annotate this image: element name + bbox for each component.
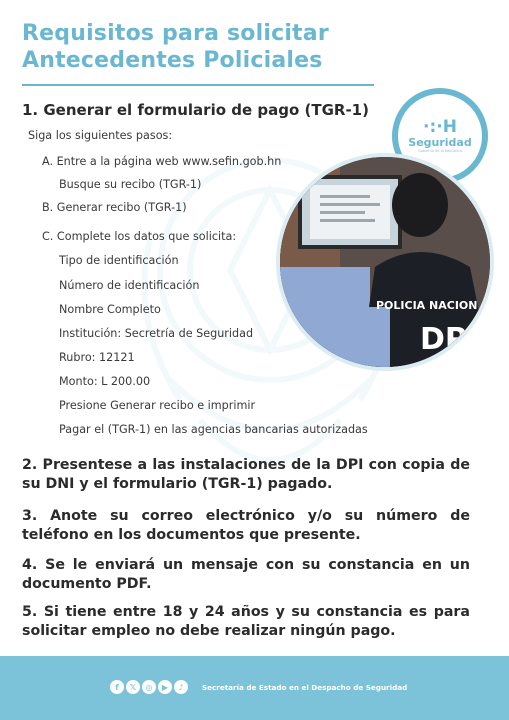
- field-item: Tipo de identificación: [59, 254, 179, 267]
- facebook-icon[interactable]: f: [110, 680, 124, 694]
- youtube-icon[interactable]: ▶: [158, 680, 172, 694]
- field-item: Presione Generar recibo e imprimir: [59, 399, 256, 412]
- tiktok-icon[interactable]: ♪: [174, 680, 188, 694]
- step-3: 3. Anote su correo electrónico y/o su número de teléfono en los documentos que presente.: [22, 508, 470, 543]
- step-1-heading: 1. Generar el formulario de pago (TGR-1): [22, 101, 369, 119]
- officer-photo: [276, 153, 494, 371]
- title-divider: [22, 84, 374, 86]
- vest-text-1: POLICIA NACION: [376, 299, 478, 312]
- title-line-2: Antecedentes Policiales: [22, 48, 323, 73]
- field-item: Número de identificación: [59, 279, 200, 292]
- step-1a: A. Entre a la página web www.sefin.gob.hn: [42, 155, 282, 168]
- officer-illustration: [280, 157, 490, 367]
- field-item: Monto: L 200.00: [59, 375, 151, 388]
- x-icon[interactable]: 𝕏: [126, 680, 140, 694]
- vest-text-2: DP: [420, 322, 467, 357]
- logo-name: Seguridad: [408, 136, 472, 149]
- page-title: [22, 20, 329, 74]
- instagram-icon[interactable]: ◎: [142, 680, 156, 694]
- step-4: 4. Se le enviará un mensaje con su constancia en un documento PDF.: [22, 557, 470, 592]
- footer-text: Secretaría de Estado en el Despacho de Seguridad: [202, 683, 408, 692]
- step-2: 2. Presentese a las instalaciones de la DPI con copia de su DNI y el formulario (TGR-1) pagado.: [22, 457, 470, 492]
- field-item: Institución: Secretría de Seguridad: [59, 327, 254, 340]
- field-item: Nombre Completo: [59, 303, 161, 316]
- step-1-intro: Siga los siguientes pasos:: [28, 129, 173, 142]
- step-1b: B. Generar recibo (TGR-1): [42, 201, 187, 214]
- step-1c: C. Complete los datos que solicita:: [42, 230, 237, 243]
- step-5: 5. Si tiene entre 18 y 24 años y su constancia es para solicitar empleo no debe realizar ningún pago.: [22, 604, 470, 639]
- step-1a-sub: Busque su recibo (TGR-1): [59, 178, 202, 191]
- field-item: Rubro: 12121: [59, 351, 135, 364]
- field-item: Pagar el (TGR-1) en las agencias bancarias autorizadas: [59, 423, 368, 436]
- title-line-1: Requisitos para solicitar: [22, 21, 329, 46]
- logo-mark: ·:·H: [423, 117, 457, 137]
- logo-tagline: Gobierno de la República: [418, 149, 462, 153]
